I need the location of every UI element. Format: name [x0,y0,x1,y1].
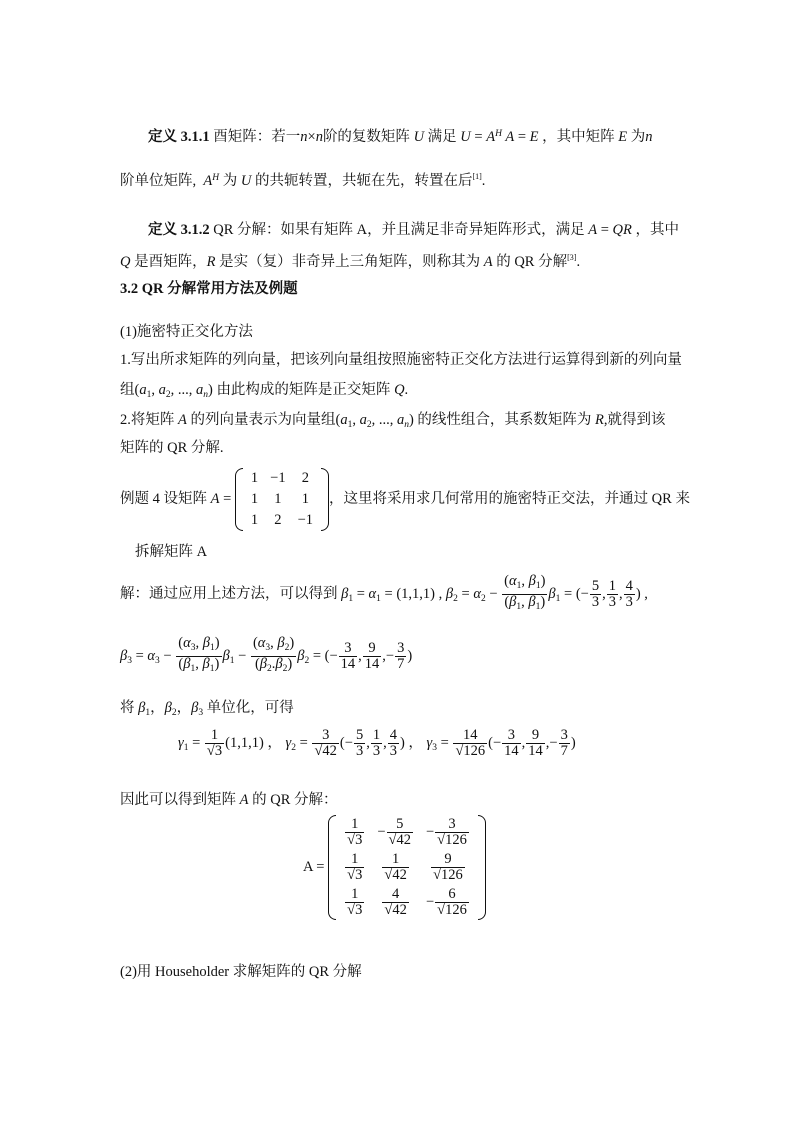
solution-line-1: 解：通过应用上述方法，可以得到 $\beta_1 = \alpha_1 = (1,1,1)$ , $\beta_2 = \alpha_2$ − $\frac{(\alpha_1, \beta_1)}{(\beta_1, \beta_1)}$ $\beta_1$ = (− $\frac{5}{3}$ , $\frac{1}{3}$ , $\frac{4}{3}$ ) , [120,573,648,612]
definition-3-1-1: 定义 3.1.1 酉矩阵：若一n×n阶的复数矩阵 U 满足 $U = A^H$ A = E ，其中矩阵 E 为n [148,129,653,145]
definition-label: 定义 3.1.2 [148,222,210,238]
method-1-step-1-cont: 组($a_1$, $a_2$, ..., $a_n$) 由此构成的矩阵是正交矩阵 Q. [120,382,409,400]
matrix-cell: $\frac{1}{√3}$ [347,851,363,883]
matrix-cell: − $\frac{3}{√126}$ [425,816,467,848]
example-4: 例题 4 设矩阵 A = 1 −1 2 1 1 1 1 2 −1 ，这里将采用求几何常用的施密特正交法，并通过 QR 来 [120,468,690,531]
citation: [3] [567,253,577,262]
matrix-q [328,815,486,920]
definition-3-1-1-cont: 阶单位矩阵, $A^H$ 为 U 的共轭转置，共轭在先，转置在后[1]. [120,172,486,189]
qr-equation: A [588,222,598,238]
method-1-step-2: 2.将矩阵 A 的列向量表示为向量组($a_1$, $a_2$, ..., $a_n$) 的线性组合，其系数矩阵为 R,就得到该 [120,412,666,430]
matrix-cell: − $\frac{5}{√42}$ [377,816,411,848]
method-1-step-1: 1.写出所求矩阵的列向量，把该列向量组按照施密特正交化方法进行运算得到新的列向量 [120,352,682,368]
method-1-step-2-cont: 矩阵的 QR 分解. [120,440,224,456]
unitary-equation: U [460,129,471,145]
matrix-cell: $\frac{1}{√3}$ [347,886,363,918]
matrix-cell: $\frac{4}{√42}$ [384,886,407,918]
definition-3-1-2: 定义 3.1.2 QR 分解：如果有矩阵 A，并且满足非奇异矩阵形式，满足 A = QR ，其中 [148,222,680,238]
citation: [1] [472,172,482,181]
definition-label: 定义 3.1.1 [148,129,210,145]
matrix-cell: $\frac{1}{√42}$ [384,851,407,883]
method-1-title: (1)施密特正交化方法 [120,324,253,340]
matrix-a: 1 −1 2 1 1 1 1 2 −1 [235,468,329,531]
matrix-cell: − $\frac{6}{√126}$ [425,886,467,918]
qr-result: A = $\frac{1}{√3}$ − $\frac{5}{√42}$ − $\frac{3}{√126}$ $\frac{1}{√3}$ $\frac{1}{√42}$ $\frac{9}{√126}$ $\frac{1}{√3}$ $\frac{4}{√42}$ − $\frac{6}{√126}$ [303,815,486,920]
normalize-line: 将 $\beta_1$，$\beta_2$，$\beta_3$ 单位化，可得 [120,700,294,718]
matrix-cell: $\frac{1}{√3}$ [347,816,363,848]
solution-line-2: $\beta_3 = \alpha_3$ − $\frac{(\alpha_3, \beta_1)}{(\beta_1, \beta_1)}$ $\beta_1$ − $\frac{(\alpha_3, \beta_2)}{(\beta_2.\beta_2)}$ $\beta_2$ = (− $\frac{3}{14}$ , $\frac{9}{14}$ ,− $\frac{3}{7}$ ) [120,635,413,674]
result-line: 因此可以得到矩阵 A 的 QR 分解： [120,792,338,808]
gamma-line: $\gamma_1$ = $\frac{1}{√3}$ (1,1,1) ， $\gamma_2$ = $\frac{3}{√42}$ (− $\frac{5}{3}$ , $\frac{1}{3}$ , $\frac{4}{3}$ ) ， $\gamma_3$ = $\frac{14}{√126}$ (− $\frac{3}{14}$ , $\frac{9}{14}$ ,− $\frac{3}{7}$ ) [178,727,576,759]
example-4-cont: 拆解矩阵 A [135,544,208,560]
matrix-cell: $\frac{9}{√126}$ [433,851,463,883]
definition-3-1-2-cont: Q 是酉矩阵，R 是实（复）非奇异上三角矩阵，则称其为 A 的 QR 分解[3]. [120,253,581,270]
section-heading: 3.2 QR 分解常用方法及例题 [120,281,298,297]
method-2-title: (2)用 Householder 求解矩阵的 QR 分解 [120,964,362,980]
